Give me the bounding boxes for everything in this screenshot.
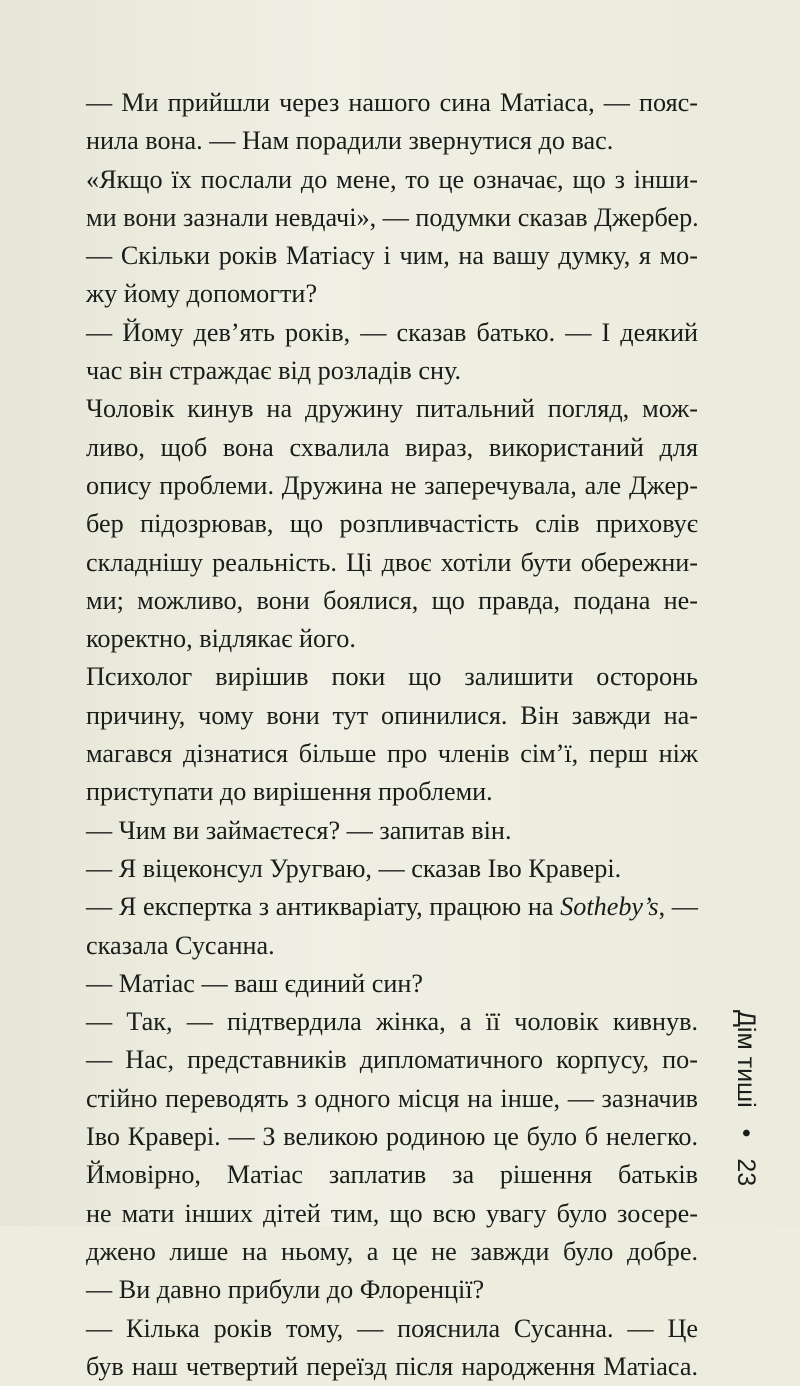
text-line: був наш четвертий переїзд після народження Матіаса. — [86, 1351, 698, 1381]
text-line: «Якщо їх послали до мене, то це означає, що з інши- — [86, 164, 698, 194]
text-line: стійно переводять з одного місця на інше, — зазначив — [86, 1083, 698, 1113]
text-line: приступати до вирішення проблеми. — [86, 777, 493, 807]
text-line: причину, чому вони тут опинилися. Він завжди на- — [86, 700, 698, 730]
running-head — [731, 1010, 760, 1200]
text-line: час він страждає від розладів сну. — [86, 356, 461, 386]
text-line: — Я віцеконсул Уругваю, — сказав Іво Кравері. — [86, 853, 622, 883]
text-line: Ймовірно, Матіас заплатив за рішення батьків — [86, 1160, 698, 1190]
text-line: сказала Сусанна. — [86, 930, 275, 960]
text-line: — Я експертка з антикваріату, працюю на Sotheby’s, — — [86, 892, 698, 922]
text-line: опису проблеми. Дружина не заперечувала, але Джер- — [86, 470, 698, 500]
text-line: джено лише на ньому, а це не завжди було добре. — [86, 1236, 698, 1266]
text-line: бер підозрював, що розпливчастість слів приховує — [86, 509, 698, 539]
text-line: ми; можливо, вони боялися, що правда, подана не- — [86, 585, 698, 615]
book-title: Дім тиші — [732, 1010, 760, 1108]
text-line: — Нас, представників дипломатичного корпусу, по- — [86, 1045, 698, 1075]
text-line: — Чим ви займаєтеся? — запитав він. — [86, 815, 512, 845]
text-line: ливо, щоб вона схвалила вираз, використаний для — [86, 432, 698, 462]
text-line: — Скільки років Матіасу і чим, на вашу думку, я мо- — [86, 241, 698, 271]
text-line: не мати інших дітей тим, що всю увагу було зосере- — [86, 1198, 698, 1228]
text-line: — Так, — підтвердила жінка, а її чоловік кивнув. — [86, 1007, 698, 1037]
italic-brand: Sotheby’s — [560, 892, 659, 922]
text-line: жу йому допомогти? — [86, 279, 318, 309]
text-line: — Кілька років тому, — пояснила Сусанна. — Це — [86, 1313, 698, 1343]
text-line: ми вони зазнали невдачі», — подумки сказав Джербер. — [86, 202, 699, 232]
text-line: нила вона. — Нам порадили звернутися до вас. — [86, 126, 614, 156]
text-line: — Ми прийшли через нашого сина Матіаса, — пояс- — [86, 88, 698, 117]
page-number: 23 — [732, 1158, 760, 1187]
text-line: — Матіас — ваш єдиний син? — [86, 968, 424, 998]
text-line: магався дізнатися більше про членів сім’ї, перш ніж — [86, 739, 698, 769]
text-line: коректно, відлякає його. — [86, 624, 356, 654]
text-line: — Ви давно прибули до Флоренції? — [86, 1275, 485, 1305]
body-text — [86, 84, 698, 1386]
bullet-separator: • — [732, 1128, 760, 1138]
text-line: Психолог вирішив поки що залишити осторонь — [86, 662, 698, 692]
text-line: Іво Кравері. — З великою родиною це було б нелегко. — [86, 1122, 698, 1152]
text-line: — Йому дев’ять років, — сказав батько. — І деякий — [86, 317, 698, 347]
text-line: Чоловік кинув на дружину питальний погляд, мож- — [86, 394, 698, 424]
text-line: складнішу реальність. Ці двоє хотіли бути обережни- — [86, 547, 698, 577]
